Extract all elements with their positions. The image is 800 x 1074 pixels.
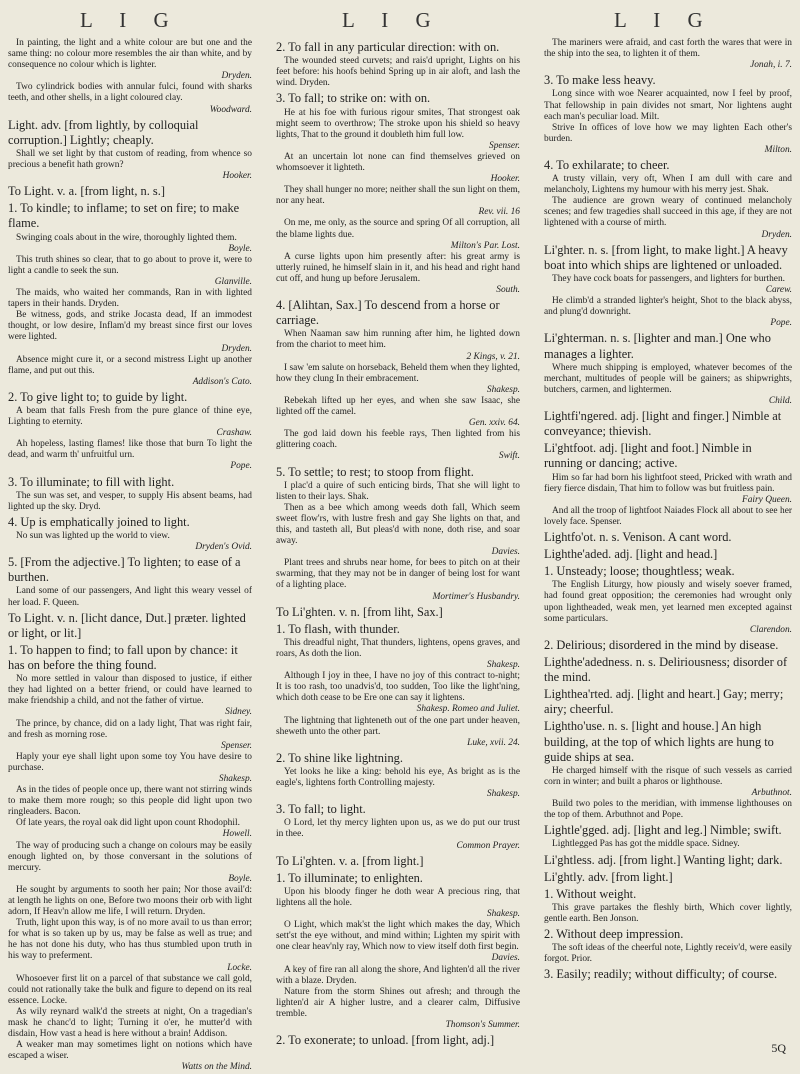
quotation: The lightning that lighteneth out of the one part under heaven, sheweth unto the other part. xyxy=(276,715,520,737)
citation-source: Pope. xyxy=(230,461,252,472)
quotation: Nature from the storm Shines out afresh; and through the lighten'd air A higher lustre, and a clearer calm, Diffusive tremble. xyxy=(276,986,520,1019)
column-2 xyxy=(276,38,520,1058)
quotation: A curse lights upon him presently after: his great army is utterly ruined, he himself slain in it, and his head and right hand cut off, and hung up before Jerusalem. xyxy=(276,251,520,284)
quotation: The soft ideas of the cheerful note, Lightly receiv'd, were easily forgot. Prior. xyxy=(544,943,792,965)
citation-source: Addison's Cato. xyxy=(192,376,252,387)
entry-headword: Lighthe'aded. adj. [light and head.] xyxy=(544,547,718,562)
quotation: A weaker man may sometimes light on notions which have escaped a wiser. xyxy=(8,1040,252,1062)
quotation: When Naaman saw him running after him, he lighted down from the chariot to meet him. xyxy=(276,329,520,351)
quotation: Haply your eye shall light upon some toy You have desire to purchase. xyxy=(8,751,252,773)
quotation: Yet looks he like a king: behold his eye, As bright as is the eagle's, lightens forth Controlling majesty. xyxy=(276,766,520,789)
citation-source: Spenser. xyxy=(221,740,252,751)
citation-source: Milton. xyxy=(764,144,792,155)
sense-definition: 5. To settle; to rest; to stoop from flight. xyxy=(276,464,474,479)
sense-definition: 1. To illuminate; to enlighten. xyxy=(276,870,423,885)
entry-headword: To Li'ghten. v. n. [from liht, Sax.] xyxy=(276,604,443,619)
citation-source: Milton's Par. Lost. xyxy=(450,240,520,251)
quotation: O Light, which mak'st the light which makes the day, Which sett'st the eye without, and mind within; Lighten my spirit with one clear heav'nly ray, Which now to view itself doth first begin. xyxy=(276,920,520,953)
entry-headword: Lightfo'ot. n. s. Venison. A cant word. xyxy=(544,529,732,544)
citation-source: Spenser. xyxy=(489,140,520,151)
quotation: Although I joy in thee, I have no joy of this contract to-night; It is too rash, too unadvis'd, too sudden, Too like the light'ning, which doth cease to be Ere one can say it lightens. xyxy=(276,671,520,704)
citation-source: Davies. xyxy=(491,547,520,558)
quotation: Then as a bee which among weeds doth fall, Which seem sweet flow'rs, with lustre fresh and gay She lights on that, and this, and tasteth all, But pleas'd with none, doth rise, and soar away. xyxy=(276,502,520,547)
quotation: Strive In offices of love how we may lighten Each other's burden. xyxy=(544,122,792,144)
sense-definition: 3. To illuminate; to fill with light. xyxy=(8,474,175,489)
citation-source: Shakesp. Romeo and Juliet. xyxy=(416,704,520,715)
entry-headword: Lightho'use. n. s. [light and house.] An high building, at the top of which lights are hung to guide ships at sea. xyxy=(544,719,774,764)
sense-definition: 2. To shine like lightning. xyxy=(276,750,403,765)
quotation: Long since with woe Nearer acquainted, now I feel by proof, That fellowship in pain divides not smart, Nor lightens aught each man's peculiar load. Milt. xyxy=(544,89,792,122)
quotation: Swinging coals about in the wire, thoroughly lighted them. xyxy=(16,232,237,243)
quotation: As wily reynard walk'd the streets at night, On a tragedian's mask he chanc'd to light; Turning it o'er, he mutter'd with disdain, How vast a head is here without a brain! Addison. xyxy=(8,1006,252,1040)
quotation: Land some of our passengers, And light this weary vessel of her load. F. Queen. xyxy=(8,586,252,608)
quotation: Truth, light upon this way, is of no more avail to us than error; for what is so taken up by us, may be false as well as true; and he has not done his duty, who has thus stumbled upon truth in his way to preferment. xyxy=(8,918,252,962)
sense-definition: 3. Easily; readily; without difficulty; of course. xyxy=(544,967,778,982)
quotation: The way of producing such a change on colours may be easily enough lighted on, by those conversant in the solutions of mercury. xyxy=(8,840,252,873)
entry-headword: Lightfi'ngered. adj. [light and finger.] Nimble at conveyance; thievish. xyxy=(544,409,782,439)
citation-source: Thomson's Summer. xyxy=(445,1020,520,1031)
citation-source: Dryden. xyxy=(221,71,252,82)
sense-definition: 3. To fall; to strike on: with on. xyxy=(276,91,431,106)
citation-source: Swift. xyxy=(498,451,520,462)
entry-headword: Light. adv. [from lightly, by colloquial corruption.] Lightly; cheaply. xyxy=(8,117,199,147)
citation-source: Crashaw. xyxy=(216,428,252,439)
quotation: He at his foe with furious rigour smites, That strongest oak might seem to overthrow; The stroke upon his shield so heavy lights, That to the ground it doubleth him full low. xyxy=(276,107,520,140)
quotation: Upon his bloody finger he doth wear A precious ring, that lightens all the hole. xyxy=(276,886,520,908)
sense-definition: 2. To give light to; to guide by light. xyxy=(8,389,188,404)
sense-definition: 1. To flash, with thunder. xyxy=(276,621,400,636)
quotation: Whosoever first lit on a parcel of that substance we call gold, could not rationally take the bulk and figure to depend on its real essence. Locke. xyxy=(8,973,252,1006)
citation-source: Boyle. xyxy=(228,243,252,254)
sense-definition: 4. Up is emphatically joined to light. xyxy=(8,514,190,529)
running-head-right: L I G xyxy=(614,8,714,32)
citation-source: Luke, xvii. 24. xyxy=(467,737,520,748)
quotation: He sought by arguments to sooth her pain; Nor those avail'd: at length he lights on one, Before two moons their orb with light adorn, If Heav'n allow me life, I will return. Dryden. xyxy=(8,884,252,918)
running-head-center: L I G xyxy=(342,8,442,32)
quotation: And all the troop of lightfoot Naiades Flock all about to see her lovely face. Spenser. xyxy=(544,505,792,527)
citation-source: Locke. xyxy=(227,962,252,973)
citation-source: Arbuthnot. xyxy=(751,788,792,798)
sense-definition: 2. To exonerate; to unload. [from light, adj.] xyxy=(276,1033,495,1048)
entry-headword: Li'ghtfoot. adj. [light and foot.] Nimble in running or dancing; active. xyxy=(544,441,752,471)
citation-source: Clarendon. xyxy=(749,624,792,635)
quotation: Ah hopeless, lasting flames! like those that burn To light the dead, and warm th' unfruitful urn. xyxy=(8,439,252,461)
quotation: Two cylindrick bodies with annular fulci, found with sharks teeth, and other shells, in a light coloured clay. xyxy=(8,82,252,104)
quotation: Be witness, gods, and strike Jocasta dead, If an immodest thought, or low desire, Inflam'd my breast since first our loves were lighted. xyxy=(8,310,252,343)
quotation: The sun was set, and vesper, to supply His absent beams, had lighted up the sky. Dryd. xyxy=(8,490,252,512)
dictionary-columns xyxy=(8,38,798,1073)
quotation: The god laid down his feeble rays, Then lighted from his glittering coach. xyxy=(276,429,520,451)
quotation: Plant trees and shrubs near home, for bees to pitch on at their swarming, that they may not be in danger of being lost for want of a lighting place. xyxy=(276,558,520,591)
entry-headword: Li'ghtless. adj. [from light.] Wanting light; dark. xyxy=(544,852,783,867)
quotation: Of late years, the royal oak did light upon count Rhodophil. xyxy=(16,818,240,829)
sense-definition: 5. [From the adjective.] To lighten; to ease of a burthen. xyxy=(8,555,241,585)
quotation: Him so far had born his lightfoot steed, Pricked with wrath and fiery fierce disdain, That him to follow was but fruitless pain. xyxy=(544,472,792,494)
entry-headword: Li'ghterman. n. s. [lighter and man.] One who manages a lighter. xyxy=(544,331,771,361)
citation-source: Fairy Queen. xyxy=(742,494,792,505)
sense-definition: 1. Unsteady; loose; thoughtless; weak. xyxy=(544,564,735,579)
citation-source: Dryden. xyxy=(221,343,252,354)
sense-definition: 4. [Alihtan, Sax.] To descend from a horse or carriage. xyxy=(276,298,500,328)
entry-headword: Lighthe'adedness. n. s. Deliriousness; disorder of the mind. xyxy=(544,654,788,685)
citation-source: Glanville. xyxy=(214,276,252,287)
citation-source: South. xyxy=(496,285,520,296)
citation-source: Sidney. xyxy=(225,707,252,718)
sense-definition: 3. To make less heavy. xyxy=(544,73,656,88)
citation-source: Davies. xyxy=(491,953,520,964)
quotation: A trusty villain, very oft, When I am dull with care and melancholy, Lightens my humour with his merry jest. Shak. xyxy=(544,174,792,196)
entry-headword: Lightle'gged. adj. [light and leg.] Nimble; swift. xyxy=(544,823,782,838)
quotation: Shall we set light by that custom of reading, from whence so precious a benefit hath grown? xyxy=(8,148,252,170)
quotation: At an uncertain lot none can find themselves grieved on whomsoever it lighteth. xyxy=(276,151,520,173)
citation-source: Pope. xyxy=(770,318,792,329)
sense-definition: 2. Without deep impression. xyxy=(544,927,684,942)
citation-source: Jonah, i. 7. xyxy=(750,60,792,71)
quotation: He climb'd a stranded lighter's height, Shot to the black abyss, and plung'd downright. xyxy=(544,296,792,318)
citation-source: Rev. vii. 16 xyxy=(478,207,520,218)
sense-definition: 2. Delirious; disordered in the mind by disease. xyxy=(544,637,779,652)
quotation: The prince, by chance, did on a lady light, That was right fair, and fresh as morning rose. xyxy=(8,718,252,740)
citation-source: Boyle. xyxy=(228,873,252,884)
citation-source: Hooker. xyxy=(490,174,520,185)
quotation: This grave partakes the fleshly birth, Which cover lightly, gentle earth. Ben Jonson. xyxy=(544,902,792,924)
quotation: This dreadful night, That thunders, lightens, opens graves, and roars, As doth the lion. xyxy=(276,637,520,659)
quotation: He charged himself with the risque of such vessels as carried corn in winter; and built a pharos or lighthouse. xyxy=(544,765,792,787)
citation-source: Child. xyxy=(768,395,792,406)
citation-source: Shakesp. xyxy=(486,660,520,671)
quotation: Absence might cure it, or a second mistress Light up another flame, and put out this. xyxy=(8,354,252,376)
quotation: A key of fire ran all along the shore, And lighten'd all the river with a blaze. Dryden. xyxy=(276,964,520,986)
entry-headword: To Li'ghten. v. a. [from light.] xyxy=(276,853,424,868)
citation-source: Shakesp. xyxy=(218,773,252,784)
entry-headword: Lighthea'rted. adj. [light and heart.] Gay; merry; airy; cheerful. xyxy=(544,687,784,717)
entry-headword: To Light. v. n. [licht dance, Dut.] præter. lighted or light, or lit.] xyxy=(8,610,246,640)
quotation: The English Liturgy, how piously and wisely soever framed, had found great opposition; the ceremonies had wrought only upon lightheaded, weak men, yet learned men excepted against some particulars. xyxy=(544,580,792,624)
quotation: I saw 'em salute on horseback, Beheld them when they lighted, how they clung In their embracement. xyxy=(276,362,521,384)
citation-source: Mortimer's Husbandry. xyxy=(432,591,520,602)
quotation: The maids, who waited her commands, Ran in with lighted tapers in their hands. Dryden. xyxy=(8,288,252,310)
entry-headword: Li'ghtly. adv. [from light.] xyxy=(544,869,673,884)
quotation: They shall hunger no more; neither shall the sun light on them, nor any heat. xyxy=(276,185,520,207)
column-1 xyxy=(8,38,252,1073)
citation-source: Shakesp. xyxy=(486,789,520,800)
quotation: Rebekah lifted up her eyes, and when she saw Isaac, she lighted off the camel. xyxy=(276,395,520,418)
citation-source: Shakesp. xyxy=(486,384,520,395)
sense-definition: 1. Without weight. xyxy=(544,886,637,901)
quotation: On me, me only, as the source and spring Of all corruption, all the blame lights due. xyxy=(276,218,520,240)
entry-headword: To Light. v. a. [from light, n. s.] xyxy=(8,184,165,199)
quotation: They have cock boats for passengers, and lighters for burthen. xyxy=(552,273,785,284)
sense-definition: 4. To exhilarate; to cheer. xyxy=(544,157,670,172)
citation-source: Howell. xyxy=(222,829,252,840)
sense-definition: 1. To kindle; to inflame; to set on fire; to make flame. xyxy=(8,201,240,231)
quotation: A beam that falls Fresh from the pure glance of thine eye, Lighting to eternity. xyxy=(8,406,252,428)
quotation: In painting, the light and a white colour are but one and the same thing: no colour more resembles the air than white, and by consequence no colour which is lighter. xyxy=(8,38,252,71)
citation-source: Dryden's Ovid. xyxy=(195,542,252,553)
quotation: I plac'd a quire of such enticing birds, That she will light to listen to their lays. Shak. xyxy=(276,480,520,502)
quotation: No more settled in valour than disposed to justice, if either they had lighted on a better friend, or could have learned to make friendship a child, and not the father of virtue. xyxy=(8,674,252,707)
citation-source: Hooker. xyxy=(222,171,252,182)
sense-definition: 3. To fall; to light. xyxy=(276,802,366,817)
quotation: No sun was lighted up the world to view. xyxy=(16,531,170,541)
column-3 xyxy=(544,38,792,1058)
quotation: The mariners were afraid, and cast forth the wares that were in the ship into the sea, to lighten it of them. xyxy=(544,38,792,60)
citation-source: Watts on the Mind. xyxy=(181,1062,252,1073)
quotation: O Lord, let thy mercy lighten upon us, as we do put our trust in thee. xyxy=(276,818,520,840)
quotation: The wounded steed curvets; and rais'd upright, Lights on his feet before: his hoofs behind Spring up in air aloft, and lash the wind. Dryden. xyxy=(276,56,520,89)
citation-source: Common Prayer. xyxy=(456,840,520,851)
citation-source: Gen. xxiv. 64. xyxy=(468,418,520,429)
citation-source: Carew. xyxy=(765,285,792,295)
citation-source: Woodward. xyxy=(209,104,252,115)
sense-definition: 1. To happen to find; to fall upon by chance: it has on before the thing found. xyxy=(8,642,238,672)
sense-definition: 2. To fall in any particular direction: with on. xyxy=(276,40,500,54)
citation-source: 2 Kings, v. 21. xyxy=(466,351,520,362)
quotation: This truth shines so clear, that to go about to prove it, were to light a candle to seek the sun. xyxy=(8,254,252,276)
quotation: Build two poles to the meridian, with immense lighthouses on the top of them. Arbuthnot and Pope. xyxy=(544,799,792,821)
page-number: 5Q xyxy=(771,1041,786,1055)
running-head-left: L I G xyxy=(80,8,180,32)
citation-source: Shakesp. xyxy=(486,909,520,920)
quotation: As in the tides of people once up, there want not stirring winds to make them more rough; so this people did light upon two ringleaders. Bacon. xyxy=(8,785,252,818)
citation-source: Dryden. xyxy=(761,229,792,240)
entry-headword: Li'ghter. n. s. [from light, to make light.] A heavy boat into which ships are lightened or unloaded. xyxy=(544,242,788,272)
quotation: Lightlegged Pas has got the middle space. Sidney. xyxy=(552,839,740,850)
quotation: The audience are grown weary of continued melancholy scenes; and few tragedies shall succeed in this age, if they are not lightened with a course of mirth. xyxy=(544,196,792,229)
quotation: Where much shipping is employed, whatever becomes of the merchant, multitudes of people will be gainers; as shipwrights, butchers, carmen, and lightermen. xyxy=(544,362,792,395)
